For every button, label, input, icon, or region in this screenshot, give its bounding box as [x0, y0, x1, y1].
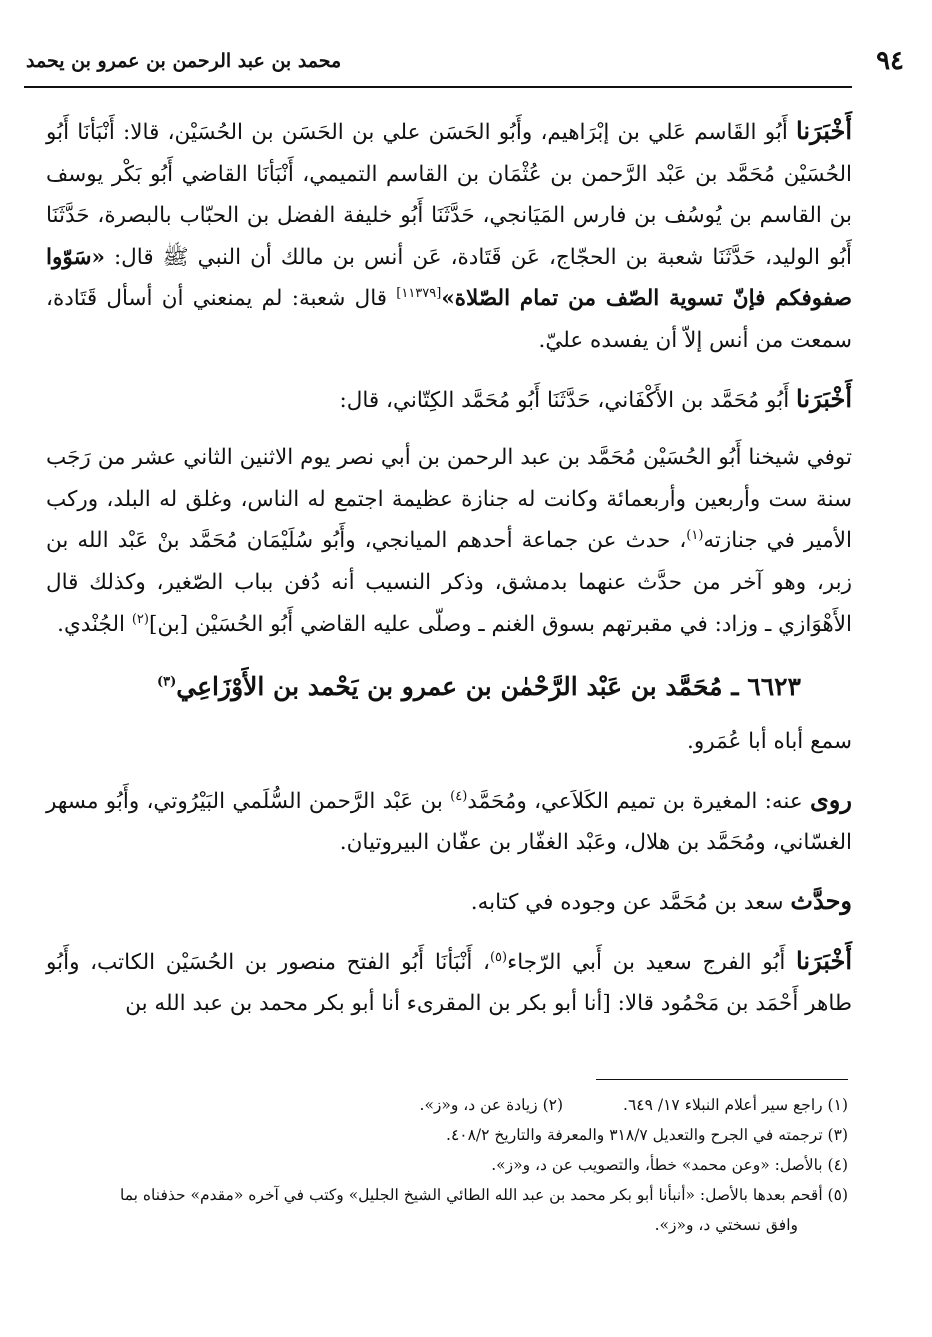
entry-title: ٦٦٢٣ ـ مُحَمَّد بن عَبْد الرَّحْمٰن بن عمرو بن يَحْمد بن الأَوْزَاعِي [176, 672, 801, 702]
hadith-quote: «سَوّوا صفوفكم فإنّ تسوية الصّف من تمام الصّلاة» [46, 244, 852, 312]
keyword-akhbarana: أَخْبَرَنا [796, 945, 852, 975]
page-header [26, 38, 904, 78]
footnote-ref-2: (٢) [131, 611, 149, 627]
footnote-ref-5: (٥) [489, 949, 508, 965]
paragraph-7-text-a: أَبُو الفرج سعيد بن أَبي الرّجاء [507, 949, 797, 975]
footnote-separator [596, 1079, 848, 1080]
paragraph-2-text: أَبُو مُحَمَّد بن الأَكْفَاني، حَدَّثَنَا أَبُو مُحَمَّد الكِتّاني، قال: [339, 387, 797, 413]
page-number: ٩٤ [876, 46, 904, 76]
paragraph-6 [46, 880, 852, 924]
paragraph-5-text-b: بن عَبْد الرَّحمن السُّلَمي البَيْرُوتي، وأَبُو مسهر الغسّاني، ومُحَمَّد بن هلال، وعَبْد الغفّار بن عفّان البيروتيان. [46, 788, 852, 856]
paragraph-1 [46, 110, 852, 362]
running-title: محمد بن عبد الرحمن بن عمرو بن يحمد [26, 50, 342, 72]
footnote-ref-1: (١) [686, 528, 704, 544]
keyword-haddatha: وحدَّث [790, 885, 852, 915]
footnote-5: (٥) أقحم بعدها بالأصل: «أنبأنا أبو بكر محمد بن عبد الله الطائي الشيخ الجليل» وكتب في آخره «مقدم» حذفناه بما [120, 1186, 848, 1204]
footnote-1: (١) راجع سير أعلام النبلاء ١٧/ ٦٤٩. [623, 1096, 848, 1114]
paragraph-5 [46, 779, 852, 864]
paragraph-3 [46, 437, 852, 645]
footnote-ref-4: (٤) [450, 788, 468, 804]
paragraph-2 [46, 378, 852, 422]
footnotes [40, 1090, 848, 1240]
header-rule [24, 86, 852, 88]
footnote-ref-3: (٣) [157, 674, 177, 690]
paragraph-6-text: سعد بن مُحَمَّد عن وجوده في كتابه. [470, 889, 791, 915]
paragraph-1-tail: قال شعبة: لم يمنعني أن أسأل قَتَادة، سمعت من أنس إلاّ أن يفسده عليّ. [46, 286, 852, 353]
paragraph-3-text-b: ، حدث عن جماعة أحدهم الميانجي، وأَبُو سُلَيْمَان مُحَمَّد بنْ عَبْد الله بن زبر، وهو آخر من حدَّث عنهما بدمشق، وذكر النسيب أنه دُفن بباب الصّغير، وكذلك قال الأَهْوَازي ـ وزاد: في مقبرتهم بسوق الغنم ـ وصلّى عليه القاضي أَبُو الحُسَيْن [بن] [46, 528, 852, 637]
paragraph-5-text-a: عنه: المغيرة بن تميم الكَلاَعي، ومُحَمَّد [467, 788, 811, 814]
paragraph-7-text-b: ، أَنْبَأنَا أَبُو الفتح منصور بن الحُسَيْن الكاتب، وأَبُو طاهر أَحْمَد بن مَحْمُود قالا: [أنا أبو بكر بن المقرىء أنا أبو بكر محمد بن عبد الله بن [46, 949, 852, 1017]
footnote-2: (٢) زيادة عن د، و«ز». [419, 1096, 564, 1114]
paragraph-3-text-c: الجُنْدي. [57, 611, 132, 637]
footnote-row [40, 1090, 848, 1120]
footnote-3: (٣) ترجمته في الجرح والتعديل ٣١٨/٧ والمعرفة والتاريخ ٤٠٨/٢. [446, 1126, 848, 1144]
main-text [46, 110, 852, 1025]
paragraph-7 [46, 940, 852, 1025]
entry-heading [46, 665, 852, 709]
paragraph-3-text-a: توفي شيخنا أَبُو الحُسَيْن مُحَمَّد بن عبد الرحمن بن أبي نصر يوم الاثنين الثاني عشر من رَجَب سنة ست وأربعين وأربعمائة وكانت له جنازة عظيمة اجتمع له الناس، وغلق له البلد، وركب الأمير في جنازته [46, 445, 852, 554]
paragraph-4-text: سمع أباه أبا عُمَرو. [686, 729, 852, 755]
footnote-5-continuation: وافق نسختي د، و«ز». [654, 1216, 798, 1234]
keyword-akhbarana: أَخْبَرَنا [796, 116, 852, 145]
keyword-rawa: روى [810, 784, 852, 814]
paragraph-1-text: أَبُو القَاسم عَلي بن إبْرَاهيم، وأَبُو الحَسَن علي بن الحَسَن بن الحُسَيْن، قالا: أَنْبَأنَا أَبُو الحُسَيْن مُحَمَّد بن عَبْد الرَّحمن بن عُثْمَان بن القاسم التميمي، أَنْبَأنَا القاضي أَبُو بَكْر يوسف بن القاسم بن يُوسُف بن فارس المَيَانجي، حَدَّثَنَا أَبُو خليفة الفضل بن الحبّاب بالبصرة، حَدَّثَنَا أَبُو الوليد، حَدَّثَنَا شعبة بن الحجّاج، عَن قَتَادة، عَن أنس بن مالك أن النبي ﷺ قال: [46, 120, 852, 270]
hadith-number: [١١٣٧٩] [396, 286, 442, 302]
paragraph-4 [46, 721, 852, 763]
keyword-akhbarana: أَخْبَرَنا [796, 383, 852, 413]
footnote-4: (٤) بالأصل: «وعن محمد» خطأ، والتصويب عن د، و«ز». [491, 1156, 848, 1174]
